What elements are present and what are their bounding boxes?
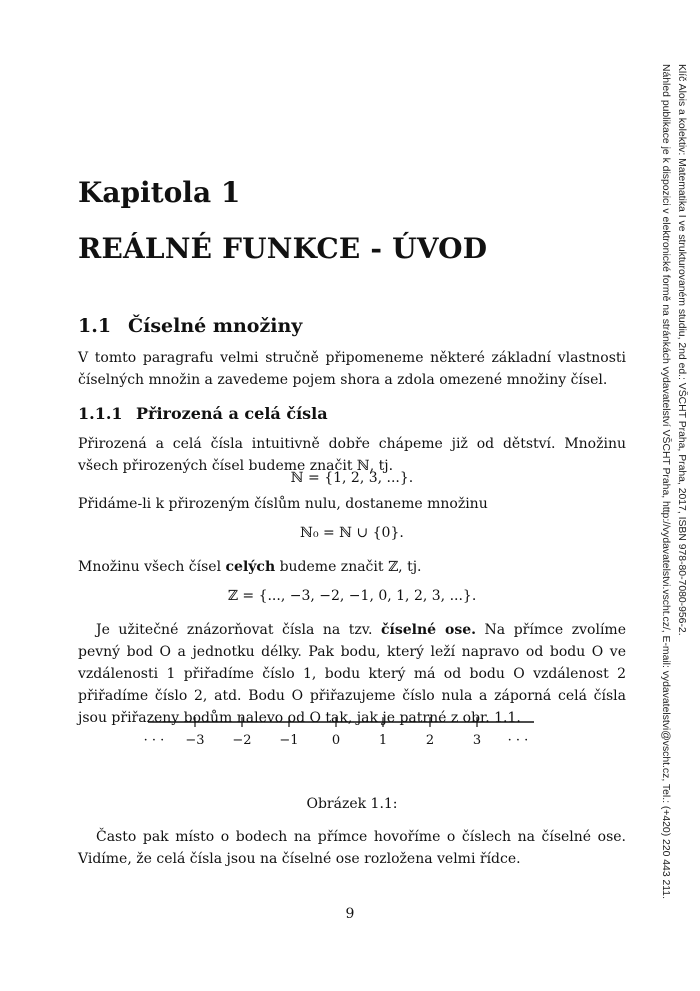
subsection-title: Přirozená a celá čísla (136, 404, 328, 423)
section-intro-paragraph: V tomto paragrafu velmi stručně připomeneme některé základní vlastnosti číselných množin a zavedeme pojem shora a zdola omezené množiny čísel. (78, 350, 626, 388)
paragraph-sparse-integers: Často pak místo o bodech na přímce hovoříme o číslech na číselné ose. Vidíme, že celá čísla jsou na číselné ose rozložena velmi řídce. (78, 829, 626, 867)
axis-ellipsis: · · · (507, 733, 529, 748)
section-number: 1.1 (78, 315, 112, 337)
emphasis-ciselne-ose: číselné ose. (381, 622, 477, 638)
paragraph-integers (78, 556, 626, 578)
number-line-svg (140, 708, 540, 758)
subsection-heading-1-1-1 (78, 404, 328, 423)
paragraph-add-zero: Přidáme-li k přirozeným číslům nulu, dostaneme množinu (78, 496, 488, 512)
axis-tick-label: 2 (425, 733, 435, 748)
chapter-title: REÁLNÉ FUNKCE - ÚVOD (78, 232, 488, 265)
section-title: Číselné množiny (128, 315, 303, 337)
equation-integers: ℤ = {..., −3, −2, −1, 0, 1, 2, 3, ...}. (227, 588, 477, 604)
axis-tick-label: −2 (232, 733, 252, 748)
subsection-number: 1.1.1 (78, 404, 123, 423)
sidenote-line-contact: Náhled publikace je k dispozici v elektronické formě na stránkách vydavatelství VŠCHT Praha, http://vydavatelstvi.vscht.cz/, E-mail: vydavatelstvi@vscht.cz, Tel.: (+420) 220 443 211. (660, 64, 671, 899)
equation-natural-with-zero: ℕ₀ = ℕ ∪ {0}. (300, 525, 404, 541)
equation-natural-numbers: ℕ = {1, 2, 3, ...}. (290, 470, 414, 486)
axis-tick-label: 0 (331, 733, 341, 748)
chapter-label: Kapitola 1 (78, 176, 241, 209)
text-run: budeme značit ℤ, tj. (275, 559, 422, 575)
text-run: Na přímce zvolíme pevný bod O a jednotku délky. Pak bodu, který leží napravo od bodu O ve vzdálenosti 1 přiřadíme číslo 1, bodu který má od bodu O vzdálenost 2 přiřadíme číslo 2, atd. Bodu O přiřazujeme číslo nula a záporná celá čísla jsou přiřazeny bodům nalevo od O tak, jak je patrné z obr. 1.1. (78, 622, 626, 726)
sidenote-line-citation: Klíč Alois a kolektiv: Matematika I ve strukturovaném studiu, 2nd ed.: VŠCHT Praha, Praha, 2017, ISBN 978-80-7080-956-2. (676, 64, 687, 636)
number-line-figure (140, 708, 540, 758)
axis-ellipsis: · · · (143, 733, 165, 748)
paragraph-natural-numbers: Přirozená a celá čísla intuitivně dobře chápeme již od dětství. Množinu všech přirozených čísel budeme značit ℕ, tj. (78, 436, 626, 474)
text-run: Je užitečné znázorňovat čísla na tzv. (96, 622, 382, 638)
page-number: 9 (345, 906, 355, 922)
publisher-sidenote (649, 64, 689, 924)
emphasis-celych: celých (225, 559, 276, 575)
axis-tick-label: 3 (472, 733, 482, 748)
sidenote-rotated-text (657, 64, 689, 924)
text-run: Množinu všech čísel (78, 559, 226, 575)
axis-tick-label: 1 (378, 733, 388, 748)
figure-caption: Obrázek 1.1: (306, 796, 398, 812)
axis-tick-label: −1 (279, 733, 299, 748)
section-heading-1-1 (78, 315, 302, 337)
axis-tick-label: −3 (185, 733, 205, 748)
